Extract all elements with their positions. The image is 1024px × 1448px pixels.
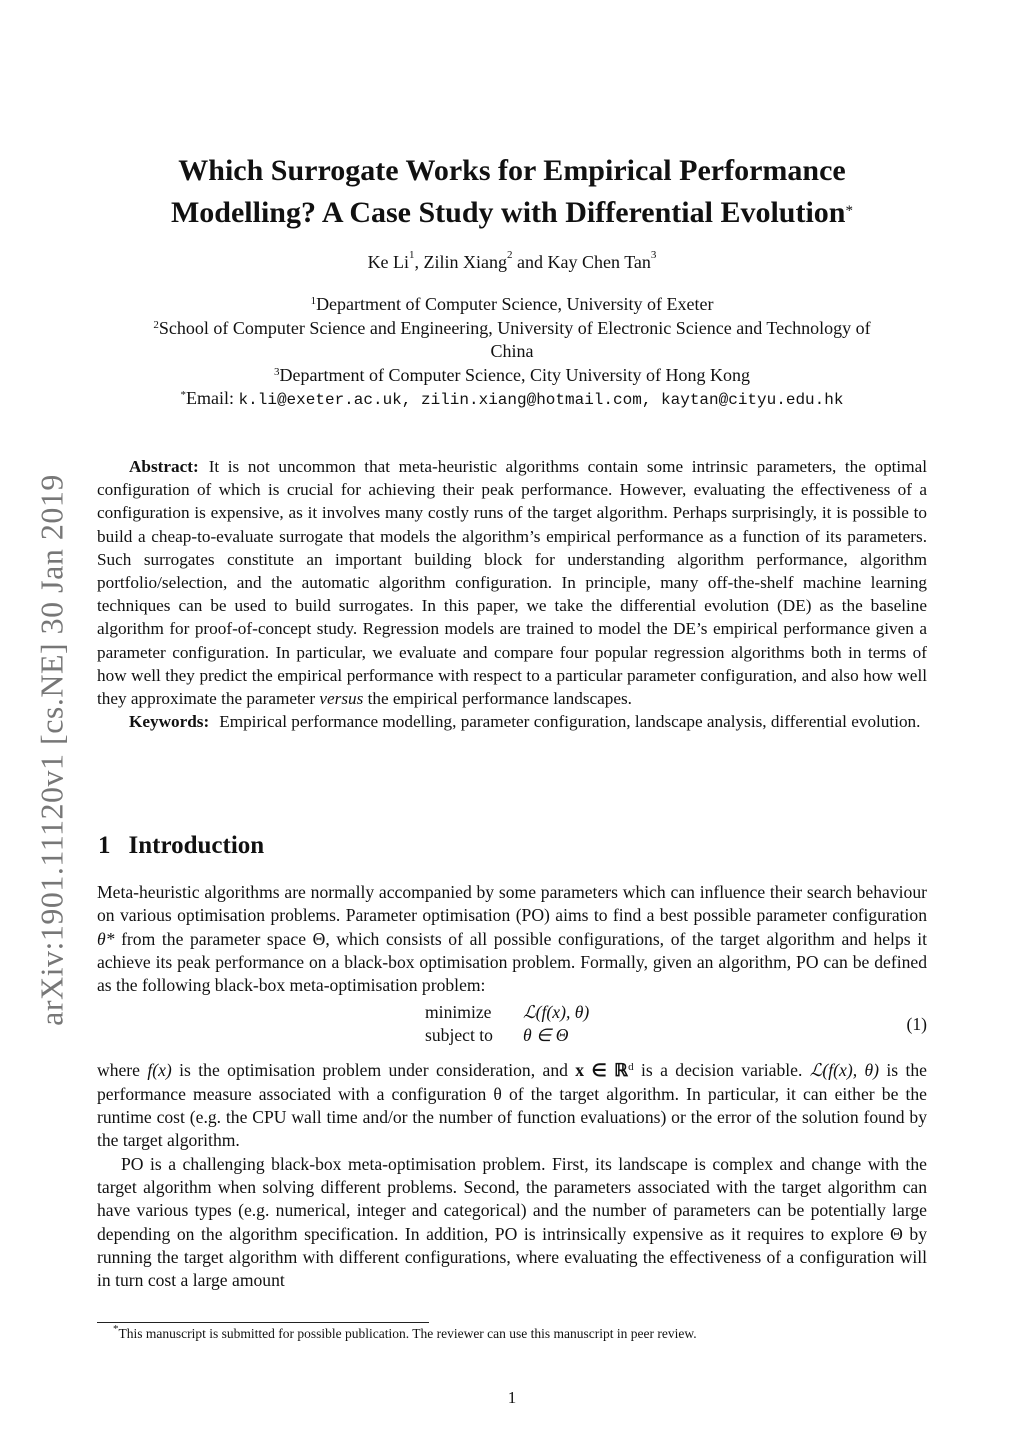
- footnote-divider: [97, 1322, 429, 1323]
- author-name: and Kay Chen Tan: [512, 252, 651, 272]
- author-name: , Zilin Xiang: [414, 252, 508, 272]
- section-heading: [98, 832, 264, 860]
- page-number: 1: [507, 1388, 517, 1407]
- arxiv-identifier: arXiv:1901.11120v1 [cs.NE] 30 Jan 2019: [33, 474, 70, 1026]
- intro-paragraph-3: PO is a challenging black-box meta-optimisation problem. First, its landscape is complex and change with the target algorithm when solving different problems. Second, the parameters associated with the target algorithm can have various types (e.g. numerical, integer and categorical) and the number of parameters can be potentially large depending on the algorithm specification. In addition, PO is intrinsically expensive as it requires to explore Θ by running the target algorithm with different configurations, where evaluating the effectiveness of a configuration will in turn cost a large amount: [97, 1153, 927, 1291]
- title-line-1: Which Surrogate Works for Empirical Performance: [178, 154, 846, 187]
- equation-1: minimize ℒ(f(x), θ) subject to θ ∈ Θ (1): [425, 1002, 927, 1046]
- abstract: [97, 455, 927, 733]
- author-name: Ke Li: [367, 252, 410, 272]
- keywords-label: Keywords:: [129, 712, 210, 732]
- affiliation-3: $^3$Department of Computer Science, City University of Hong Kong: [274, 364, 750, 385]
- abstract-label: Abstract:: [129, 457, 199, 476]
- section-title: Introduction: [128, 832, 265, 859]
- author-list: Ke Li$^1$, Zilin Xiang$^2$ and Kay Chen Tan$^3$: [367, 249, 657, 272]
- introduction-body: [97, 881, 927, 1292]
- intro-paragraph-1: Meta-heuristic algorithms are normally accompanied by some parameters which can influence their search behaviour on various optimisation problems. Parameter optimisation (PO) aims to find a best possible parameter configuration θ* from the parameter space Θ, which consists of all possible configurations, of the target algorithm and helps it achieve its peak performance on a black-box optimisation problem. Formally, given an algorithm, PO can be defined as the following black-box meta-optimisation problem:: [97, 882, 927, 996]
- title-line-2: Modelling? A Case Study with Differential Evolution*: [170, 196, 853, 229]
- footnote: *This manuscript is submitted for possible publication. The reviewer can use this manuscript in peer review.: [113, 1323, 697, 1341]
- title-footnote-mark: *: [845, 203, 853, 219]
- abstract-paragraph: Abstract: It is not uncommon that meta-heuristic algorithms contain some intrinsic parameters, the optimal configuration of which is crucial for achieving their peak performance. However, evaluating the effectiveness of a configuration is expensive, as it involves many costly runs of the target algorithm. Perhaps surprisingly, it is possible to build a cheap-to-evaluate surrogate that models the algorithm’s empirical performance as a function of its parameters. Such surrogates constitute an important building block for understanding algorithm performance, algorithm portfolio/selection, and the automatic algorithm configuration. In principle, many off-the-shelf machine learning techniques can be used to build surrogates. In this paper, we take the differential evolution (DE) as the baseline algorithm for proof-of-concept study. Regression models are trained to model the DE’s empirical performance given a parameter configuration. In particular, we evaluate and compare four popular regression algorithms both in terms of how well they predict the empirical performance with respect to a particular parameter configuration, and also how well they approximate the parameter versus the empirical performance landscapes.: [97, 457, 927, 709]
- email-line: *Email: k.li@exeter.ac.uk, zilin.xiang@hotmail.com, kaytan@cityu.edu.hk: [180, 388, 844, 409]
- affiliation-2: $^2$School of Computer Science and Engineering, University of Electronic Science and Technology of: [153, 317, 871, 338]
- affiliation-1: $^1$Department of Computer Science, University of Exeter: [310, 294, 714, 314]
- intro-paragraph-2: where f(x) is the optimisation problem under consideration, and x ∈ ℝ$^d$ is a decision variable. ℒ(f(x), θ) is the performance measure associated with a configuration θ of the target algorithm. In particular, it can either be the runtime cost (e.g. the CPU wall time and/or the number of function evaluations) or the error of the solution found by the target algorithm.: [97, 1060, 927, 1151]
- section-number: 1: [98, 832, 111, 859]
- affiliation-2-continued: China: [490, 341, 534, 361]
- email-addresses[interactable]: k.li@exeter.ac.uk, zilin.xiang@hotmail.com, kaytan@cityu.edu.hk: [238, 391, 844, 409]
- affiliations: [96, 293, 928, 413]
- paper-title: [96, 150, 928, 234]
- equation-number: (1): [906, 1014, 927, 1035]
- keywords-paragraph: Keywords: Empirical performance modelling, parameter configuration, landscape analysis, differential evolution.: [129, 712, 921, 732]
